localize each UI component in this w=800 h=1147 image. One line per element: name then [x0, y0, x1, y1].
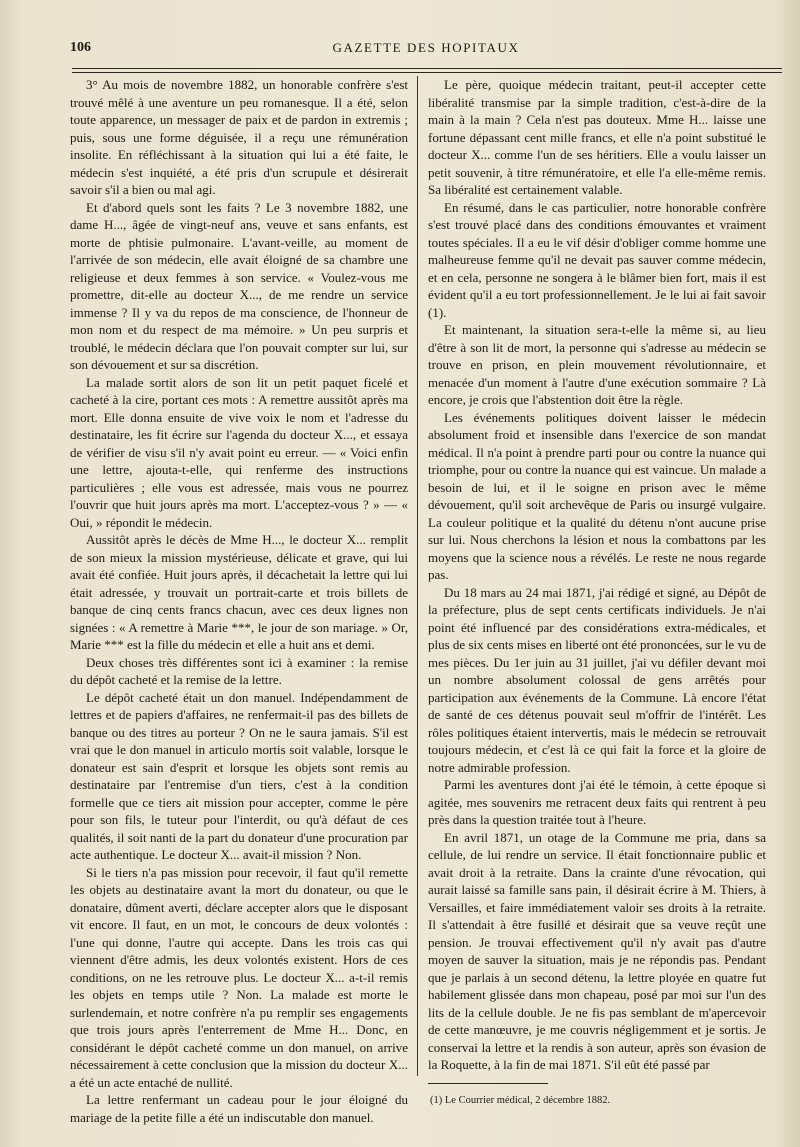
footnote-rule [428, 1083, 548, 1084]
left-column [70, 76, 408, 1126]
column-divider [417, 76, 418, 1076]
right-column [428, 76, 766, 1074]
page-header [70, 36, 782, 58]
paragraph: Parmi les aventures dont j'ai été le témoin, à cette époque si agitée, mes souvenirs me retracent deux faits qui rentrent à peu près dans la question traitée tout à l'heure. [428, 777, 766, 827]
running-title: GAZETTE DES HOPITAUX [332, 40, 520, 55]
paragraph: Deux choses très différentes sont ici à examiner : la remise du dépôt cacheté et la remise de la lettre. [70, 654, 408, 687]
paragraph: La lettre renfermant un cadeau pour le jour éloigné du mariage de la petite fille a été un indiscutable don manuel. [70, 1092, 408, 1125]
paragraph: Et d'abord quels sont les faits ? Le 3 novembre 1882, une dame H..., âgée de vingt-neuf ans, veuve et sans enfants, est morte de phtisie pulmonaire. L'avant-veille, au moment de l'arrivée de son médecin, elle avait éloigné de sa chambre une religieuse et deux femmes à son service. « Voulez-vous me promettre, dit-elle au docteur X..., de me rendre un service immense ? Il y va du repos de ma conscience, de l'honneur de mon nom et du respect de ma mémoire. » Un peu surpris et troublé, le médecin déclara que l'on pouvait compter sur lui, sur son dévouement et sur sa discrétion. [70, 199, 408, 372]
paragraph: En avril 1871, un otage de la Commune me pria, dans sa cellule, de lui rendre un service. Il était fonctionnaire public et avait droit à la retraite. Dans la crainte d'une révocation, qui aurait laissé sa famille sans pain, il désirait écrire à M. Thiers, à Versailles, et faire immédiatement valoir ses droits à la retraite. Il s'attendait à être fusillé et désirait que sa veuve reçût une pension. Je trouvai effectivement qu'il n'y avait pas d'autre moyen de sauver la situation, mais je ne répondis pas. Pendant que je parlais à un second détenu, la lettre ployée en quatre fut habilement glissée dans mon chapeau, posé par moi sur l'un des lits de la cellule double. Je ne fis pas semblant de m'apercevoir de cette manœuvre, je me couvris négligemment et je sortis. Je conservai la lettre et la rendis à son auteur, après son évasion de la Roquette, à la fin de mai 1871. S'il eût été passé par [428, 829, 766, 1072]
paragraph: Le dépôt cacheté était un don manuel. Indépendamment de lettres et de papiers d'affaires, ne renfermait-il pas des billets de banque ou des titres au porteur ? On ne le saura jamais. S'il est vrai que le don manuel in articulo mortis soit valable, lorsque le donateur est sain d'esprit et lorsque les objets sont remis au destinataire par l'entremise d'un tiers, c'est à la condition formelle que ce tiers ait mission pour accepter, comme le père pour son fils, le tuteur pour l'interdit, ou qu'à défaut de ces qualités, il soit nanti de la part du donateur d'une procuration par acte authentique. Le docteur X... avait-il mission ? Non. [70, 689, 408, 862]
paragraph: La malade sortit alors de son lit un petit paquet ficelé et cacheté à la cire, portant ces mots : A remettre aussitôt après ma mort. Elle donna ensuite de vive voix le nom et l'adresse du destinataire, les fit écrire sur l'agenda du docteur X..., et essaya de vérifier de visu s'il n'y avait point eu erreur. — « Voici enfin une lettre, ajouta-t-elle, qui renferme des instructions particulières ; elle vous est adressée, mais vous ne pourrez l'ouvrir que huit jours après ma mort. L'acceptez-vous ? » — « Oui, » répondit le médecin. [70, 374, 408, 530]
paragraph: Si le tiers n'a pas mission pour recevoir, il faut qu'il remette les objets au destinataire avant la mort du donateur, ou que le donataire, dûment averti, déclare accepter alors que le disposant vit encore. Il faut, en un mot, le concours de deux volontés : l'une qui donne, l'autre qui accepte. Dans les trois cas qui viennent d'être admis, les deux volontés existent. Hors de ces conditions, on ne les retrouve plus. Le docteur X... a-t-il remis les objets en temps utile ? Non. La malade est morte le surlendemain, et notre confrère n'a pu remplir ses engagements que trois jours après l'enterrement de Mme H... Donc, en considérant le dépôt cacheté comme un don manuel, on arrive nécessairement à cette conclusion que la mission du docteur X... a été un acte entaché de nullité. [70, 864, 408, 1090]
paragraph: Du 18 mars au 24 mai 1871, j'ai rédigé et signé, au Dépôt de la préfecture, plus de sept cents certificats individuels. Je n'ai point été influencé par des considérations extra-médicales, et plus de six cents mises en liberté ont été prononcées, sur le vu de mes pièces. Du 1er juin au 31 juillet, j'ai vu défiler devant moi un nombre absolument colossal de gens arrêtés pour participation aux événements de la Commune. Là encore l'état de santé de ces détenus pouvait seul m'offrir de l'intérêt. Les rôles politiques étaient intervertis, mais le médecin se retrouvait toujours médecin, et c'est là ce qui fait la force et la gloire de notre admirable profession. [428, 584, 766, 775]
paragraph: Et maintenant, la situation sera-t-elle la même si, au lieu d'être à son lit de mort, la personne qui s'adresse au médecin se trouve en prison, en plein mouvement révolutionnaire, et menacée d'un moment à l'autre d'une exécution sommaire ? Là encore, je crois que l'abstention doit être la règle. [428, 322, 766, 407]
paragraph: Le père, quoique médecin traitant, peut-il accepter cette libéralité transmise par la simple tradition, c'est-à-dire de la main à la main ? Cela n'est pas douteux. Mme H... laisse une fortune dépassant cent mille francs, et elle n'a point substitué le docteur X... comme l'un de ses héritiers. Elle a voulu laisser un petit souvenir, à titre rémunératoire, et elle l'a elle-même remis. Sa libéralité est certainement valable. [428, 77, 766, 197]
paragraph: Aussitôt après le décès de Mme H..., le docteur X... remplit de son mieux la mission mystérieuse, délicate et grave, qui lui avait été confiée. Huit jours après, il décachetait la lettre qui lui était adressée, y trouvait un portrait-carte et trois billets de banque de cinq cents francs chacun, avec ces deux lignes non signées : « A remettre à Marie ***, le jour de son mariage. » Or, Marie *** est la fille du médecin et elle a huit ans et demi. [70, 532, 408, 652]
paragraph: 3° Au mois de novembre 1882, un honorable confrère s'est trouvé mêlé à une aventure un peu romanesque. Il a été, selon toute apparence, un messager de paix et de pardon in extremis ; puis, sous une forme déguisée, il a reçu une rémunération insolite. En réfléchissant à la situation qui lui a été faite, le médecin s'est inquiété, a été pris d'un scrupule et désirerait savoir s'il a bien ou mal agi. [70, 77, 408, 197]
paragraph: En résumé, dans le cas particulier, notre honorable confrère s'est trouvé placé dans des conditions émouvantes et vraiment toutes spéciales. Il a eu le vif désir d'obliger comme homme une malheureuse femme qu'il ne devait pas sauver comme médecin, et en cela, personne ne songera à le blâmer bien fort, mais il est évident qu'il a eu tort professionnellement. Je le lui ai fait savoir (1). [428, 199, 766, 320]
header-rule [72, 68, 782, 73]
paragraph: Les événements politiques doivent laisser le médecin absolument froid et insensible dans l'exercice de son mandat médical. Il n'a point à prendre parti pour ou contre la nuance qui triomphe, pour ou contre la nuance qui est vaincue. Un malade a besoin de lui, et il le soigne en prison avec le même dévouement, qu'il soit archevêque de Paris ou insurgé vulgaire. La couleur politique et la qualité du détenu n'ont aucune prise sur lui. Nous cherchons la lésion et nous la combattons par les moyens que la science nous a révélés. Le reste ne nous regarde pas. [428, 409, 766, 582]
page-number: 106 [70, 40, 91, 55]
footnote: (1) Le Courrier médical, 2 décembre 1882. [430, 1095, 611, 1106]
